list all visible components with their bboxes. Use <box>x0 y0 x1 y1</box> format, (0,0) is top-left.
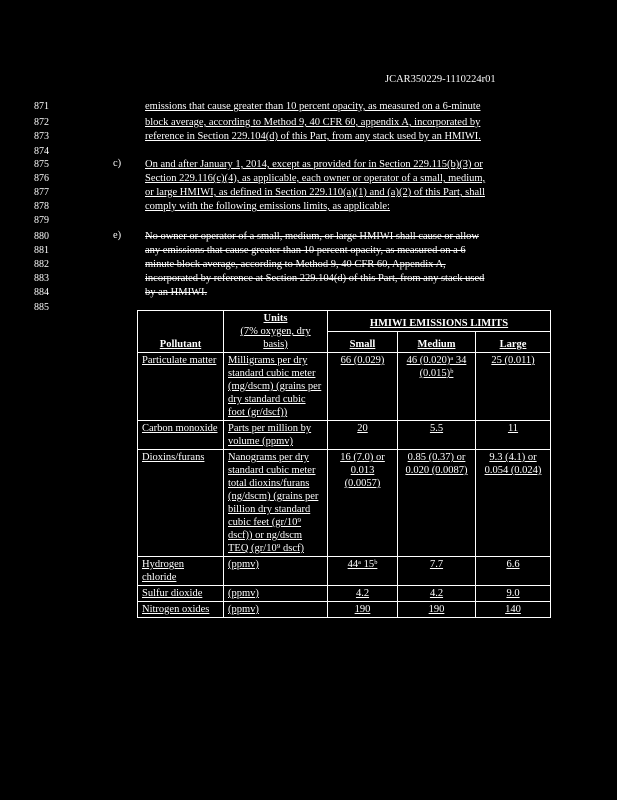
cell-medium: 0.85 (0.37) or 0.020 (0.0087) <box>398 450 476 557</box>
table-row <box>138 450 551 557</box>
inserted-text-line: block average, according to Method 9, 40 CFR 60, appendix A, incorporated by <box>145 117 481 128</box>
struck-text-line: No owner or operator of a small, medium, or large HMIWI shall cause or allow <box>145 231 479 242</box>
line-number: 873 <box>34 131 49 142</box>
cell-pollutant: Dioxins/furans <box>138 450 224 557</box>
struck-text-line: incorporated by reference at Section 229.104(d) of this Part, from any stack used <box>145 273 485 284</box>
cell-small: 190 <box>328 602 398 618</box>
line-number: 879 <box>34 215 49 226</box>
line-number: 880 <box>34 231 49 242</box>
header-pollutant: Pollutant <box>138 311 224 353</box>
cell-units: (ppmv) <box>224 586 328 602</box>
table-row <box>138 421 551 450</box>
cell-medium: 5.5 <box>398 421 476 450</box>
struck-text-line: by an HMIWI. <box>145 287 208 298</box>
cell-units: Nanograms per dry standard cubic meter total dioxins/furans (ng/dscm) (grains per billion dry standard cubic feet (gr/10⁹ dscf)) or ng/dscm TEQ (gr/10⁹ dscf) <box>224 450 328 557</box>
table-row <box>138 602 551 618</box>
table-row <box>138 586 551 602</box>
inserted-text-line: or large HMIWI, as defined in Section 229.110(a)(1) and (a)(2) of this Part, shall <box>145 187 485 198</box>
table-row <box>138 557 551 586</box>
line-number: 884 <box>34 287 49 298</box>
line-number: 872 <box>34 117 49 128</box>
line-number: 885 <box>34 302 49 313</box>
cell-pollutant: Carbon monoxide <box>138 421 224 450</box>
inserted-text-line: reference in Section 229.104(d) of this Part, from any stack used by an HMIWI. <box>145 131 481 142</box>
inserted-text-line: comply with the following emissions limits, as applicable: <box>145 201 390 212</box>
cell-small: 4.2 <box>328 586 398 602</box>
cell-small: 44ᵃ 15ᵇ <box>328 557 398 586</box>
line-number: 874 <box>34 146 49 157</box>
cell-units: Parts per million by volume (ppmv) <box>224 421 328 450</box>
header-limits: HMIWI EMISSIONS LIMITS <box>328 311 551 332</box>
cell-units: (ppmv) <box>224 602 328 618</box>
cell-medium: 190 <box>398 602 476 618</box>
document-id: JCAR350229-1110224r01 <box>385 74 496 85</box>
cell-large: 25 (0.011) <box>476 353 551 421</box>
cell-large: 9.0 <box>476 586 551 602</box>
inserted-text-line: emissions that cause greater than 10 percent opacity, as measured on a 6-minute <box>145 101 481 112</box>
cell-medium: 7.7 <box>398 557 476 586</box>
line-number: 877 <box>34 187 49 198</box>
cell-large: 9.3 (4.1) or 0.054 (0.024) <box>476 450 551 557</box>
emissions-limits-table <box>137 310 551 618</box>
table-row <box>138 353 551 421</box>
header-small: Small <box>328 332 398 353</box>
line-number: 871 <box>34 101 49 112</box>
cell-pollutant: Sulfur dioxide <box>138 586 224 602</box>
cell-small: 20 <box>328 421 398 450</box>
line-number: 876 <box>34 173 49 184</box>
subsection-marker-c: c) <box>113 158 122 169</box>
table-header-row <box>138 311 551 332</box>
line-number: 882 <box>34 259 49 270</box>
cell-large: 11 <box>476 421 551 450</box>
header-units: Units (7% oxygen, dry basis) <box>224 311 328 353</box>
header-large: Large <box>476 332 551 353</box>
cell-medium: 46 (0.020)ᵃ 34 (0.015)ᵇ <box>398 353 476 421</box>
subsection-marker-e: e) <box>113 230 122 241</box>
cell-pollutant: Nitrogen oxides <box>138 602 224 618</box>
cell-large: 6.6 <box>476 557 551 586</box>
cell-small: 16 (7.0) or 0.013 (0.0057) <box>328 450 398 557</box>
cell-large: 140 <box>476 602 551 618</box>
line-number: 883 <box>34 273 49 284</box>
cell-small: 66 (0.029) <box>328 353 398 421</box>
struck-text-line: any emissions that cause greater than 10 percent opacity, as measured on a 6 <box>145 245 466 256</box>
header-medium: Medium <box>398 332 476 353</box>
inserted-text-line: On and after January 1, 2014, except as provided for in Section 229.115(b)(3) or <box>145 159 483 170</box>
struck-text-line: minute block average, according to Method 9, 40 CFR 60, Appendix A, <box>145 259 446 270</box>
line-number: 881 <box>34 245 49 256</box>
inserted-text-line: Section 229.116(c)(4), as applicable, each owner or operator of a small, medium, <box>145 173 486 184</box>
cell-medium: 4.2 <box>398 586 476 602</box>
line-number: 875 <box>34 159 49 170</box>
cell-pollutant: Particulate matter <box>138 353 224 421</box>
cell-units: (ppmv) <box>224 557 328 586</box>
cell-units: Milligrams per dry standard cubic meter (mg/dscm) (grains per dry standard cubic foot (gr/dscf)) <box>224 353 328 421</box>
line-number: 878 <box>34 201 49 212</box>
cell-pollutant: Hydrogen chloride <box>138 557 224 586</box>
